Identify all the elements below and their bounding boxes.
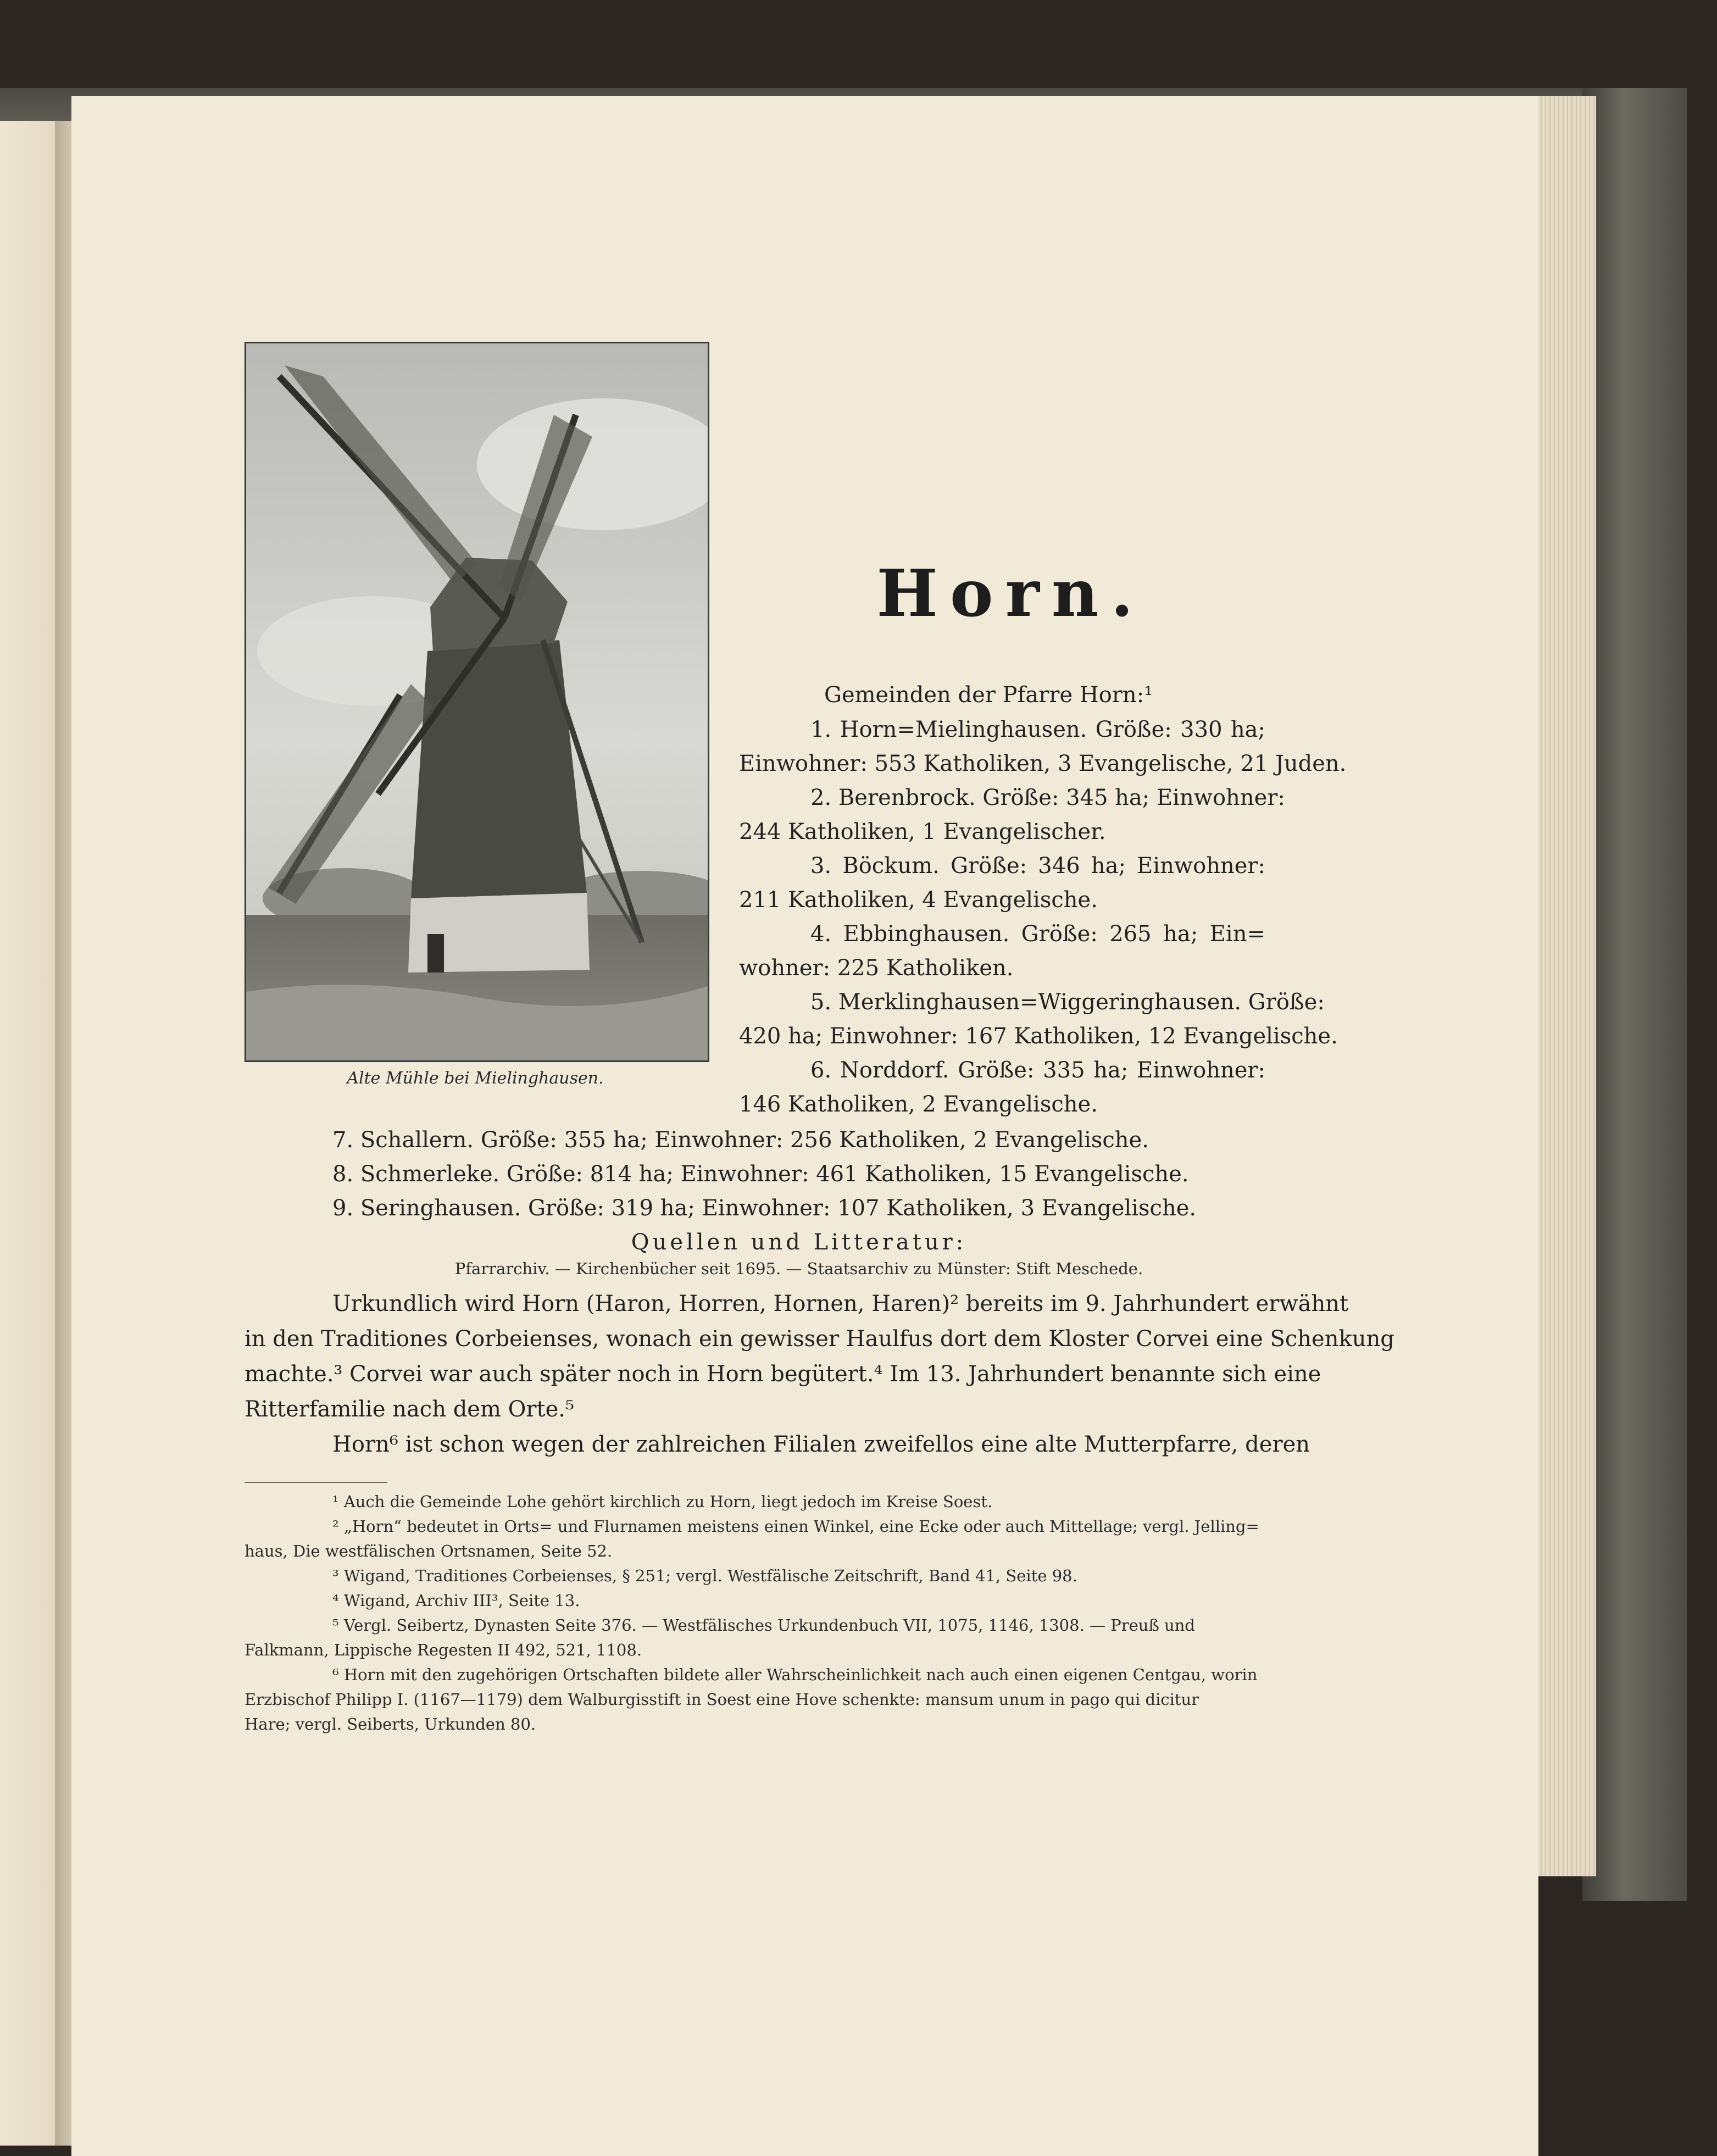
book-cover-right <box>1582 88 1687 1901</box>
municipality-line: 1. Horn=Mielinghausen. Größe: 330 ha; <box>810 717 1265 742</box>
body-line: machte.³ Corvei war auch später noch in Horn begütert.⁴ Im 13. Jahrhundert benannte sich eine <box>245 1362 1321 1387</box>
municipality-line: 3. Böckum. Größe: 346 ha; Einwohner: <box>810 853 1265 879</box>
footnote: ⁶ Horn mit den zugehörigen Ortschaften bildete aller Wahrscheinlichkeit nach auch einen eigenen Centgau, worin <box>332 1665 1258 1684</box>
municipality-line: 4. Ebbinghausen. Größe: 265 ha; Ein= <box>810 921 1265 947</box>
sources-heading: Quellen und Litteratur: <box>631 1230 967 1255</box>
municipality-full-line: 8. Schmerleke. Größe: 814 ha; Einwohner: 461 Katholiken, 15 Evangelische. <box>332 1162 1189 1187</box>
municipality-line: 2. Berenbrock. Größe: 345 ha; Einwohner: <box>810 785 1285 810</box>
body-line: Ritterfamilie nach dem Orte.⁵ <box>245 1397 575 1422</box>
footnote: haus, Die westfälischen Ortsnamen, Seite 52. <box>245 1542 613 1560</box>
municipality-line: 5. Merklinghausen=Wiggeringhausen. Größe: <box>810 990 1325 1015</box>
page-edges <box>1533 96 1596 1876</box>
footnote: ⁵ Vergl. Seibertz, Dynasten Seite 376. — Westfälisches Urkundenbuch VII, 1075, 1146, 1308. — Preuß und <box>332 1616 1195 1635</box>
intro-line: Gemeinden der Pfarre Horn:¹ <box>824 682 1153 708</box>
body-line: in den Traditiones Corbeienses, wonach ein gewisser Haulfus dort dem Kloster Corvei eine Schenkung <box>245 1326 1394 1352</box>
footnote-rule <box>245 1482 387 1483</box>
body-line: Horn⁶ ist schon wegen der zahlreichen Filialen zweifellos eine alte Mutterpfarre, deren <box>332 1432 1310 1457</box>
municipality-full-line: 9. Seringhausen. Größe: 319 ha; Einwohner: 107 Katholiken, 3 Evangelische. <box>332 1196 1197 1221</box>
sources-text: Pfarrarchiv. — Kirchenbücher seit 1695. — Staatsarchiv zu Münster: Stift Meschede. <box>454 1259 1143 1278</box>
footnote: ³ Wigand, Traditiones Corbeienses, § 251; vergl. Westfälische Zeitschrift, Band 41, Seite 98. <box>332 1566 1077 1585</box>
footnote: ⁴ Wigand, Archiv III³, Seite 13. <box>332 1591 580 1610</box>
footnote: Erzbischof Philipp I. (1167—1179) dem Walburgisstift in Soest eine Hove schenkte: mansum unum in pago qui dicitur <box>245 1690 1199 1709</box>
left-page <box>0 102 60 2146</box>
municipality-line: 420 ha; Einwohner: 167 Katholiken, 12 Evangelische. <box>739 1024 1338 1049</box>
footnote: ¹ Auch die Gemeinde Lohe gehört kirchlich zu Horn, liegt jedoch im Kreise Soest. <box>332 1492 993 1511</box>
body-line: Urkundlich wird Horn (Haron, Horren, Hornen, Haren)² bereits im 9. Jahrhundert erwähnt <box>332 1291 1349 1316</box>
municipality-line: Einwohner: 553 Katholiken, 3 Evangelische, 21 Juden. <box>739 751 1347 776</box>
municipality-line: 211 Katholiken, 4 Evangelische. <box>739 887 1098 913</box>
page-title: Horn. <box>876 555 1146 631</box>
municipality-line: wohner: 225 Katholiken. <box>739 955 1014 981</box>
windmill-photo <box>245 342 709 1062</box>
municipality-full-line: 7. Schallern. Größe: 355 ha; Einwohner: 256 Katholiken, 2 Evangelische. <box>332 1127 1149 1153</box>
municipality-line: 244 Katholiken, 1 Evangelischer. <box>739 819 1106 844</box>
footnote: Hare; vergl. Seiberts, Urkunden 80. <box>245 1715 536 1733</box>
figure-caption: Alte Mühle bei Mielinghausen. <box>347 1069 604 1088</box>
footnote: Falkmann, Lippische Regesten II 492, 521, 1108. <box>245 1641 642 1659</box>
municipality-line: 146 Katholiken, 2 Evangelische. <box>739 1092 1098 1117</box>
municipality-line: 6. Norddorf. Größe: 335 ha; Einwohner: <box>810 1058 1265 1083</box>
footnote: ² „Horn“ bedeutet in Orts= und Flurnamen meistens einen Winkel, eine Ecke oder auch Mittellage; vergl. Jelling= <box>332 1517 1259 1536</box>
